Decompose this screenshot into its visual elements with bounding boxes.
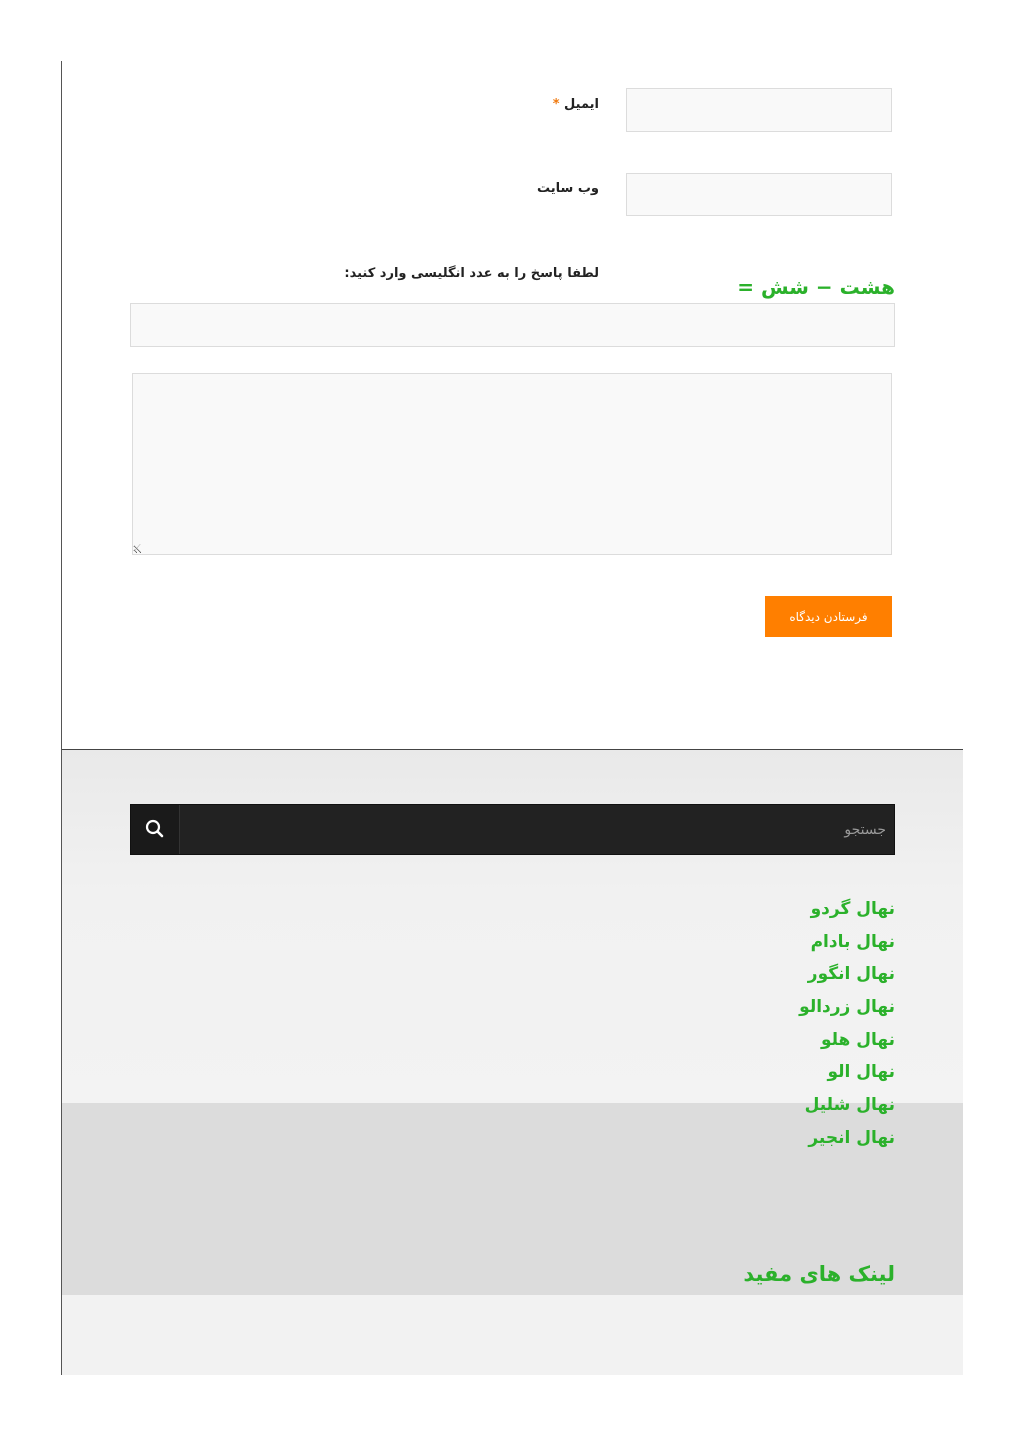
captcha-instruction: لطفا پاسخ را به عدد انگلیسی وارد کنید: — [344, 266, 599, 281]
page-container — [61, 61, 963, 1375]
submit-comment-button[interactable]: فرستادن دیدگاه — [765, 596, 892, 637]
resize-handle-icon[interactable]: ⟋ — [135, 543, 141, 552]
search-bar — [130, 804, 895, 855]
category-links — [495, 893, 895, 1155]
link-almond[interactable]: نهال بادام — [810, 931, 895, 952]
link-peach[interactable]: نهال هلو — [820, 1029, 895, 1050]
useful-links-title: لینک های مفید — [743, 1262, 895, 1286]
email-field[interactable] — [626, 88, 892, 132]
search-icon — [131, 805, 180, 854]
search-input[interactable] — [180, 805, 894, 854]
search-button[interactable] — [131, 805, 180, 854]
required-mark: * — [552, 97, 560, 112]
website-field[interactable] — [626, 173, 892, 216]
captcha-answer-field[interactable] — [130, 303, 895, 347]
link-walnut[interactable]: نهال گردو — [810, 899, 895, 919]
link-fig[interactable]: نهال انجیر — [808, 1127, 895, 1148]
email-label — [553, 97, 599, 112]
comment-form — [62, 61, 963, 749]
link-apricot[interactable]: نهال زردالو — [799, 997, 895, 1018]
website-label: وب سایت — [537, 181, 599, 196]
link-grape[interactable]: نهال انگور — [807, 964, 895, 985]
link-nectarine[interactable]: نهال شلیل — [804, 1095, 895, 1116]
captcha-question: هشت − شش = — [737, 275, 895, 299]
email-label-text: ایمیل — [564, 97, 599, 112]
comment-textarea[interactable] — [132, 373, 892, 555]
link-plum[interactable]: نهال الو — [827, 1062, 895, 1083]
footer-tail — [62, 1295, 963, 1375]
comment-textarea-wrapper — [132, 373, 892, 555]
